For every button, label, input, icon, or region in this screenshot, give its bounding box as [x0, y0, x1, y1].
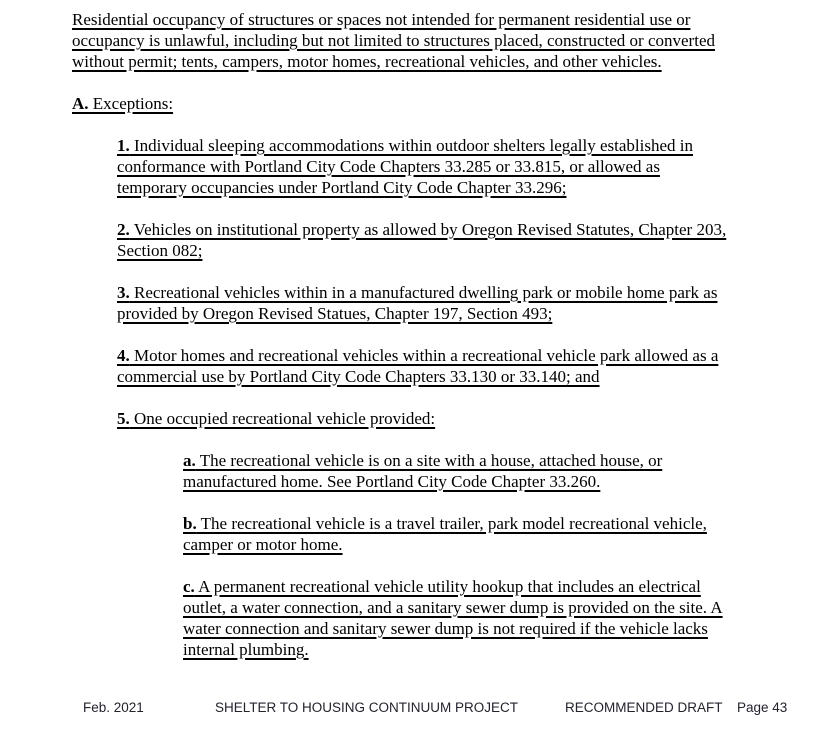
text-line: conformance with Portland City Code Chapters 33.285 or 33.815, or allowed as	[117, 157, 660, 176]
subitem-text: The recreational vehicle is a travel trailer, park model recreational vehicle,	[196, 514, 707, 533]
text-line	[117, 282, 836, 303]
footer-draft-status: RECOMMENDED DRAFT	[565, 700, 723, 715]
text-line	[183, 513, 836, 534]
item-text: Recreational vehicles within in a manufactured dwelling park or mobile home park as	[129, 283, 718, 302]
sub-item-a	[0, 450, 836, 492]
item-marker: 5.	[117, 409, 130, 428]
text-line: water connection and sanitary sewer dump is not required if the vehicle lacks	[183, 619, 708, 638]
text-line	[117, 135, 836, 156]
text-line: provided by Oregon Revised Statues, Chapter 197, Section 493;	[117, 304, 553, 323]
text-line: without permit; tents, campers, motor homes, recreational vehicles, and other vehicles.	[72, 52, 662, 71]
text-line	[183, 576, 836, 597]
heading-marker: A.	[72, 94, 89, 113]
text-line: internal plumbing.	[183, 640, 309, 659]
subitem-text: The recreational vehicle is on a site with a house, attached house, or	[195, 451, 663, 470]
item-marker: 2.	[117, 220, 130, 239]
page-footer	[0, 699, 836, 719]
subitem-marker: b.	[183, 514, 197, 533]
text-line	[117, 219, 836, 240]
subitem-text: A permanent recreational vehicle utility hookup that includes an electrical	[194, 577, 701, 596]
footer-page-number: Page 43	[737, 700, 788, 715]
text-line	[117, 408, 836, 429]
sub-item-c	[0, 576, 836, 660]
exception-item-3	[0, 282, 836, 324]
text-line: Residential occupancy of structures or spaces not intended for permanent residential use or	[72, 10, 691, 29]
item-marker: 3.	[117, 283, 130, 302]
text-line: occupancy is unlawful, including but not limited to structures placed, constructed or converted	[72, 31, 715, 50]
subitem-marker: c.	[183, 577, 195, 596]
item-text: Vehicles on institutional property as allowed by Oregon Revised Statutes, Chapter 203,	[129, 220, 727, 239]
footer-project-name: SHELTER TO HOUSING CONTINUUM PROJECT	[215, 700, 519, 715]
text-line	[72, 93, 836, 114]
subitem-marker: a.	[183, 451, 196, 470]
text-line	[117, 345, 836, 366]
sub-item-b	[0, 513, 836, 555]
intro-paragraph	[0, 9, 836, 72]
exception-item-4	[0, 345, 836, 387]
exception-item-2	[0, 219, 836, 261]
footer-date: Feb. 2021	[83, 700, 144, 715]
text-line	[183, 450, 836, 471]
exception-item-1	[0, 135, 836, 198]
text-line: Section 082;	[117, 241, 203, 260]
item-text: Motor homes and recreational vehicles within a recreational vehicle park allowed as a	[129, 346, 719, 365]
text-line: temporary occupancies under Portland City Code Chapter 33.296;	[117, 178, 567, 197]
heading-label: Exceptions:	[88, 94, 174, 113]
item-text: Individual sleeping accommodations within outdoor shelters legally established in	[129, 136, 693, 155]
item-marker: 4.	[117, 346, 130, 365]
document-body	[0, 9, 836, 681]
text-line: camper or motor home.	[183, 535, 343, 554]
exceptions-heading	[0, 93, 836, 114]
item-text: One occupied recreational vehicle provided:	[129, 409, 436, 428]
exception-item-5	[0, 408, 836, 429]
item-marker: 1.	[117, 136, 130, 155]
text-line: outlet, a water connection, and a sanitary sewer dump is provided on the site. A	[183, 598, 723, 617]
text-line: manufactured home. See Portland City Code Chapter 33.260.	[183, 472, 601, 491]
text-line: commercial use by Portland City Code Chapters 33.130 or 33.140; and	[117, 367, 600, 386]
